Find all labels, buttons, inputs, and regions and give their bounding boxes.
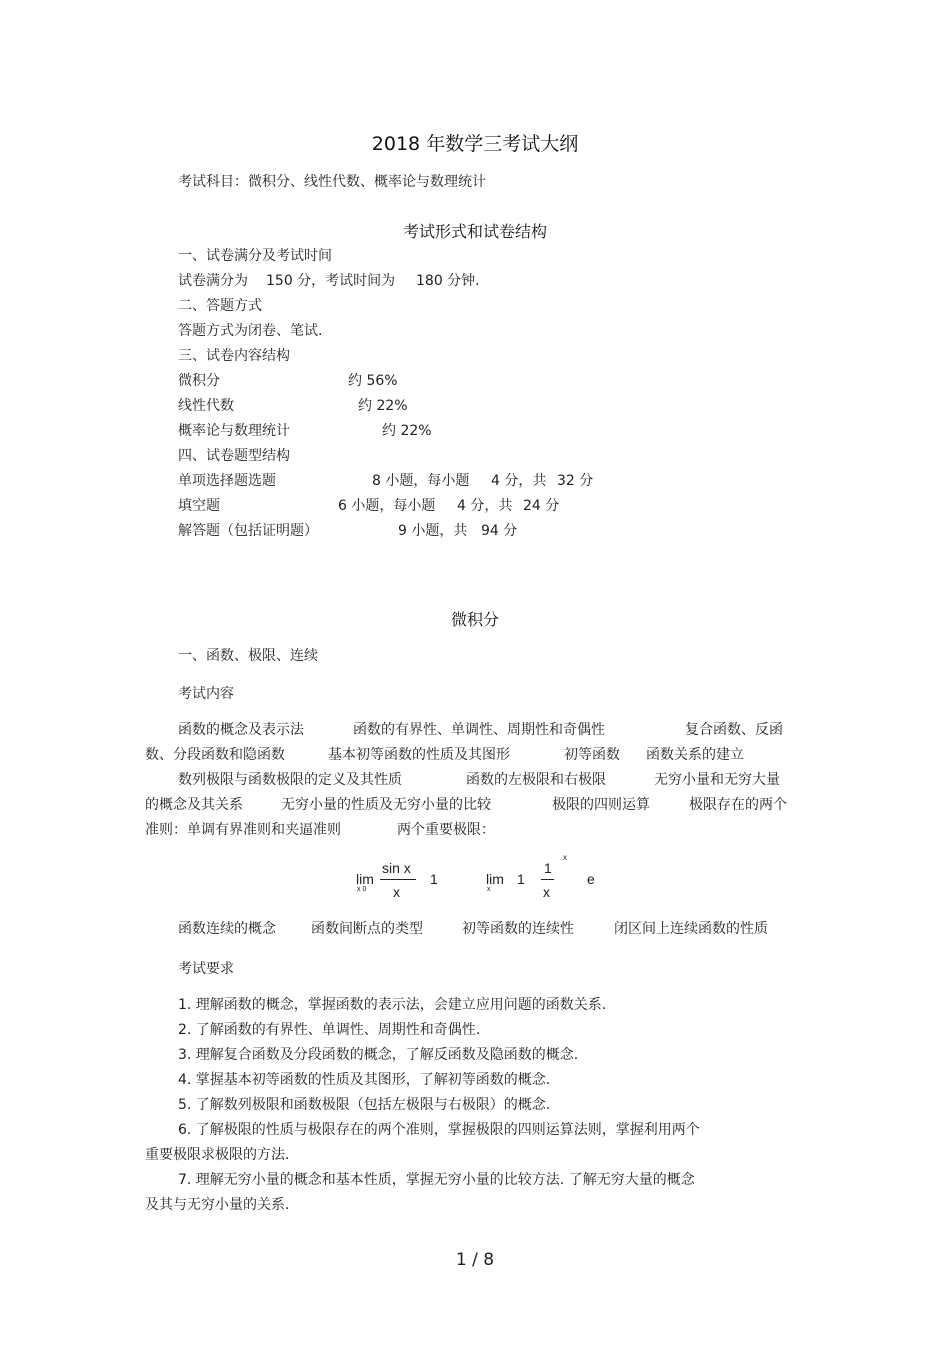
term-one: 1 [517, 871, 525, 887]
subsection-content-structure: 三、试卷内容结构 [178, 348, 290, 364]
requirement-item: 5. 了解数列极限和函数极限（包括左极限与右极限）的概念. [178, 1097, 551, 1113]
content-item-pct: 约 56% [348, 373, 398, 389]
type-detail: 32 分 [557, 473, 594, 489]
content-term: 极限存在的两个 [689, 797, 787, 813]
lim-symbol: lim [486, 871, 504, 887]
type-name: 填空题 [178, 498, 220, 514]
requirement-item: 2. 了解函数的有界性、单调性、周期性和奇偶性. [178, 1022, 481, 1038]
exam-subjects: 考试科目：微积分、线性代数、概率论与数理统计 [178, 174, 486, 190]
type-detail: 4 分，共 [457, 498, 513, 514]
content-item-pct: 约 22% [358, 398, 408, 414]
content-term: 函数的左极限和右极限 [466, 772, 606, 788]
content-term: 初等函数的连续性 [462, 921, 574, 937]
type-detail: 24 分 [523, 498, 560, 514]
content-term: 无穷小量和无穷大量 [654, 772, 780, 788]
content-term: 函数关系的建立 [646, 747, 744, 763]
fraction-denominator: x [543, 884, 550, 900]
subsection-answer-mode: 二、答题方式 [178, 298, 262, 314]
content-term: 复合函数、反函 [685, 722, 783, 738]
type-detail: 94 分 [481, 523, 518, 539]
content-term: 两个重要极限： [397, 822, 495, 838]
score-time-text-a: 试卷满分为 [178, 273, 248, 289]
fraction-numerator: 1 [544, 860, 552, 876]
subsection-question-types: 四、试卷题型结构 [178, 448, 290, 464]
fraction-numerator: sin x [382, 860, 411, 876]
page-number: 1 / 8 [455, 1250, 495, 1270]
content-term: 极限的四则运算 [552, 797, 650, 813]
exponent: x [563, 853, 567, 862]
subsection-functions-limits: 一、函数、极限、连续 [178, 648, 318, 664]
content-term: 闭区间上连续函数的性质 [614, 921, 768, 937]
fraction-bar [380, 879, 416, 880]
requirement-item-continued: 及其与无穷小量的关系. [145, 1197, 290, 1213]
content-term: 函数的概念及表示法 [178, 722, 304, 738]
content-term: 数、分段函数和隐函数 [145, 747, 285, 763]
answer-mode-text: 答题方式为闭卷、笔试. [178, 323, 323, 339]
content-term: 的概念及其关系 [145, 797, 243, 813]
fraction-denominator: x [393, 884, 400, 900]
content-term: 数列极限与函数极限的定义及其性质 [178, 772, 402, 788]
page-title: 2018 年数学三考试大纲 [371, 133, 579, 155]
requirement-item: 6. 了解极限的性质与极限存在的两个准则，掌握极限的四则运算法则，掌握利用两个 [178, 1122, 700, 1138]
content-term: 基本初等函数的性质及其图形 [328, 747, 510, 763]
content-term: 无穷小量的性质及无穷小量的比较 [281, 797, 491, 813]
content-term: 准则：单调有界准则和夹逼准则 [145, 822, 341, 838]
content-item-name: 线性代数 [178, 398, 234, 414]
lim-symbol: lim [356, 871, 374, 887]
content-term: 函数间断点的类型 [311, 921, 423, 937]
type-name: 单项选择题选题 [178, 473, 276, 489]
requirement-item-continued: 重要极限求极限的方法. [145, 1147, 290, 1163]
requirement-item: 1. 理解函数的概念，掌握函数的表示法，会建立应用问题的函数关系. [178, 997, 607, 1013]
lim-subscript: x 0 [357, 886, 367, 893]
content-label: 考试内容 [178, 686, 234, 702]
lim-subscript: x [487, 886, 491, 893]
content-item-pct: 约 22% [382, 423, 432, 439]
content-item-name: 概率论与数理统计 [178, 423, 290, 439]
limit-value: 1 [430, 871, 438, 887]
section-heading-calculus: 微积分 [450, 610, 499, 629]
score-time-text-c: 180 分钟. [416, 273, 480, 289]
section-heading-form: 考试形式和试卷结构 [402, 222, 547, 241]
type-name: 解答题（包括证明题） [178, 523, 318, 539]
content-term: 函数连续的概念 [178, 921, 276, 937]
fraction-bar [541, 879, 554, 880]
content-item-name: 微积分 [178, 373, 220, 389]
requirement-item: 3. 理解复合函数及分段函数的概念，了解反函数及隐函数的概念. [178, 1047, 579, 1063]
content-term: 函数的有界性、单调性、周期性和奇偶性 [353, 722, 605, 738]
content-term: 初等函数 [564, 747, 620, 763]
type-detail: 6 小题，每小题 [338, 498, 436, 514]
subsection-score-time: 一、试卷满分及考试时间 [178, 248, 332, 264]
type-detail: 9 小题，共 [398, 523, 468, 539]
limit-value: e [587, 871, 595, 887]
score-time-text-b: 150 分，考试时间为 [266, 273, 396, 289]
requirement-item: 7. 理解无穷小量的概念和基本性质，掌握无穷小量的比较方法. 了解无穷大量的概念 [178, 1172, 695, 1188]
requirement-item: 4. 掌握基本初等函数的性质及其图形，了解初等函数的概念. [178, 1072, 551, 1088]
type-detail: 8 小题，每小题 [372, 473, 470, 489]
requirements-label: 考试要求 [178, 961, 234, 977]
type-detail: 4 分，共 [491, 473, 547, 489]
